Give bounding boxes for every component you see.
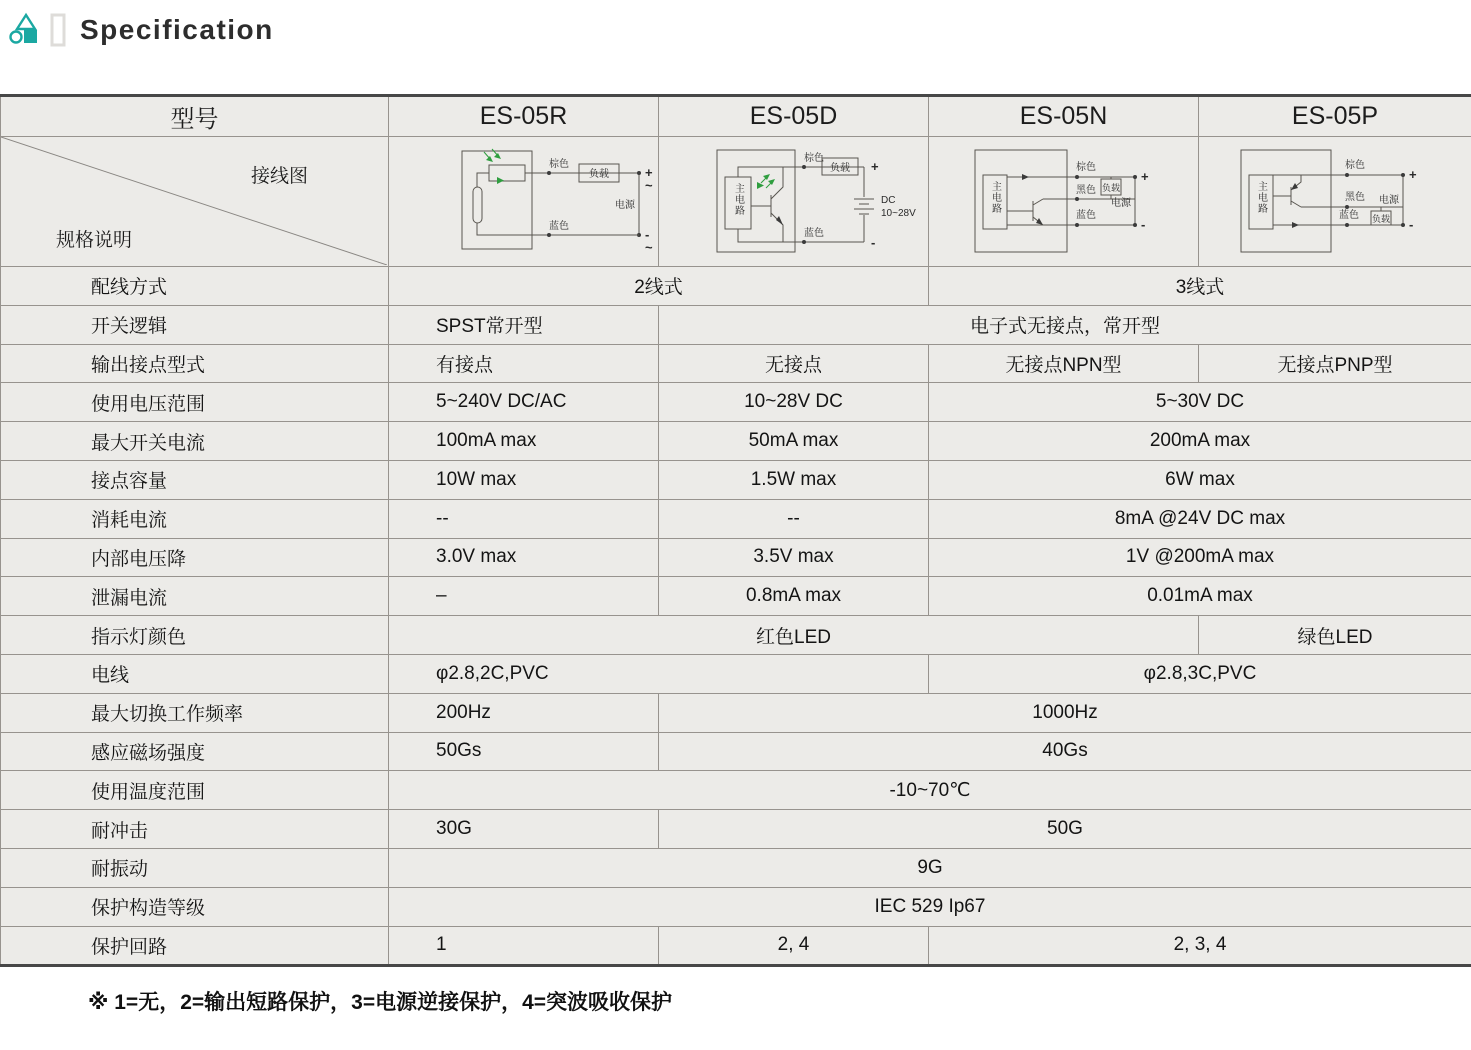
minus-sign: - <box>645 227 650 242</box>
dc-label: DC <box>881 195 896 206</box>
wiring-diagram-row <box>1 137 1471 267</box>
page-header <box>8 12 274 48</box>
spec-value: 50Gs <box>389 732 659 771</box>
spec-row <box>1 732 1471 771</box>
spec-row-label: 最大开关电流 <box>1 422 389 461</box>
spec-value: 6W max <box>929 460 1471 499</box>
spec-value: 10W max <box>389 460 659 499</box>
spec-row <box>1 344 1471 383</box>
brand-shapes-icon <box>8 12 70 48</box>
spec-row-label: 内部电压降 <box>1 538 389 577</box>
spec-row <box>1 887 1471 926</box>
diagonal-corner-cell <box>1 137 389 267</box>
wiring-diagram-es05n <box>929 137 1199 267</box>
wire-label-blue: 蓝色 <box>1076 210 1096 221</box>
spec-row <box>1 460 1471 499</box>
spec-row-label: 保护构造等级 <box>1 887 389 926</box>
corner-label-wiring: 接线图 <box>251 166 309 187</box>
wiring-diagram-es05p <box>1199 137 1471 267</box>
spec-value: 1.5W max <box>659 460 929 499</box>
load-label: 负载 <box>1101 183 1121 193</box>
model-header-row <box>1 96 1471 137</box>
load-label: 负载 <box>589 169 609 180</box>
spec-value: φ2.8,3C,PVC <box>929 654 1471 693</box>
spec-row <box>1 383 1471 422</box>
spec-value: 1000Hz <box>659 693 1471 732</box>
spec-row <box>1 616 1471 655</box>
spec-value: 3.5V max <box>659 538 929 577</box>
spec-value: – <box>389 577 659 616</box>
spec-value: 5~240V DC/AC <box>389 383 659 422</box>
protection-footnote: ※ 1=无，2=输出短路保护，3=电源逆接保护，4=突波吸收保护 <box>88 991 673 1014</box>
spec-value: 3.0V max <box>389 538 659 577</box>
model-header-es05p: ES-05P <box>1199 96 1471 137</box>
spec-row-label: 使用温度范围 <box>1 771 389 810</box>
spec-row-label: 耐冲击 <box>1 810 389 849</box>
load-label: 负载 <box>830 163 850 174</box>
spec-value: IEC 529 Ip67 <box>389 887 1471 926</box>
spec-row-label: 最大切换工作频率 <box>1 693 389 732</box>
spec-value: φ2.8,2C,PVC <box>389 654 929 693</box>
wiring-diagram-es05r <box>389 137 659 267</box>
spec-value: 无接点PNP型 <box>1199 344 1471 383</box>
dc-range-label: 10~28V <box>881 208 916 219</box>
spec-value: 无接点NPN型 <box>929 344 1199 383</box>
minus-sign: - <box>871 235 876 250</box>
spec-row-label: 泄漏电流 <box>1 577 389 616</box>
spec-value: 200mA max <box>929 422 1471 461</box>
spec-value: 3线式 <box>929 267 1471 306</box>
wire-label-brown: 棕色 <box>804 153 824 164</box>
spec-value: 40Gs <box>659 732 1471 771</box>
spec-value: 100mA max <box>389 422 659 461</box>
plus-sign: + <box>1409 167 1417 182</box>
spec-value: 红色LED <box>389 616 1199 655</box>
spec-row-label: 耐振动 <box>1 848 389 887</box>
spec-value: 2线式 <box>389 267 929 306</box>
plus-sign: + <box>871 159 879 174</box>
wire-label-black: 黑色 <box>1345 192 1365 203</box>
spec-value: 0.01mA max <box>929 577 1471 616</box>
spec-value: 1V @200mA max <box>929 538 1471 577</box>
minus-sign: - <box>1409 217 1414 232</box>
plus-sign: + <box>1141 169 1149 184</box>
main-circuit-label: 主电路 <box>732 183 744 216</box>
spec-value: SPST常开型 <box>389 305 659 344</box>
spec-value: 无接点 <box>659 344 929 383</box>
spec-value: 30G <box>389 810 659 849</box>
spec-value: 有接点 <box>389 344 659 383</box>
spec-row <box>1 654 1471 693</box>
spec-value: 0.8mA max <box>659 577 929 616</box>
plus-sign: + <box>645 165 653 180</box>
spec-row-label: 指示灯颜色 <box>1 616 389 655</box>
spec-row-label: 输出接点型式 <box>1 344 389 383</box>
spec-row <box>1 693 1471 732</box>
spec-row <box>1 422 1471 461</box>
power-label: 电源 <box>1111 198 1131 209</box>
model-column-label: 型号 <box>1 96 389 137</box>
model-header-es05n: ES-05N <box>929 96 1199 137</box>
main-circuit-label: 主电路 <box>989 181 1001 214</box>
model-header-es05r: ES-05R <box>389 96 659 137</box>
model-header-es05d: ES-05D <box>659 96 929 137</box>
spec-row-label: 消耗电流 <box>1 499 389 538</box>
ac-sign: ~ <box>645 240 653 255</box>
spec-value: 9G <box>389 848 1471 887</box>
corner-label-spec: 规格说明 <box>56 230 133 251</box>
spec-row <box>1 499 1471 538</box>
spec-value: 1 <box>389 926 659 966</box>
power-label: 电源 <box>615 200 635 211</box>
spec-row <box>1 577 1471 616</box>
spec-value: 10~28V DC <box>659 383 929 422</box>
load-label: 负载 <box>1371 214 1391 224</box>
wire-label-brown: 棕色 <box>549 159 569 170</box>
spec-value: 5~30V DC <box>929 383 1471 422</box>
spec-value: -10~70℃ <box>389 771 1471 810</box>
spec-rows <box>1 267 1471 966</box>
spec-value: 8mA @24V DC max <box>929 499 1471 538</box>
spec-row-label: 接点容量 <box>1 460 389 499</box>
spec-row-label: 配线方式 <box>1 267 389 306</box>
spec-value: 2, 4 <box>659 926 929 966</box>
spec-row <box>1 305 1471 344</box>
wire-label-brown: 棕色 <box>1345 160 1365 171</box>
spec-value: 200Hz <box>389 693 659 732</box>
spec-row <box>1 810 1471 849</box>
spec-value: 50G <box>659 810 1471 849</box>
minus-sign: - <box>1141 217 1146 232</box>
spec-value: 绿色LED <box>1199 616 1471 655</box>
wiring-diagram-es05d <box>659 137 929 267</box>
spec-row <box>1 926 1471 966</box>
spec-row <box>1 848 1471 887</box>
wire-label-blue: 蓝色 <box>804 228 824 239</box>
spec-row-label: 电线 <box>1 654 389 693</box>
wire-label-blue: 蓝色 <box>1339 210 1359 221</box>
spec-row <box>1 771 1471 810</box>
spec-value: 电子式无接点，常开型 <box>659 305 1471 344</box>
wire-label-black: 黑色 <box>1076 185 1096 196</box>
main-circuit-label: 主电路 <box>1255 181 1267 214</box>
spec-value: -- <box>659 499 929 538</box>
spec-value: 50mA max <box>659 422 929 461</box>
spec-row <box>1 267 1471 306</box>
power-label: 电源 <box>1379 195 1399 206</box>
spec-value: -- <box>389 499 659 538</box>
spec-row <box>1 538 1471 577</box>
spec-row-label: 开关逻辑 <box>1 305 389 344</box>
spec-row-label: 保护回路 <box>1 926 389 966</box>
spec-table <box>0 94 1471 967</box>
spec-row-label: 感应磁场强度 <box>1 732 389 771</box>
spec-value: 2, 3, 4 <box>929 926 1471 966</box>
wire-label-blue: 蓝色 <box>549 221 569 232</box>
page-title: Specification <box>80 14 274 45</box>
wire-label-brown: 棕色 <box>1076 162 1096 173</box>
ac-sign: ~ <box>645 178 653 193</box>
spec-row-label: 使用电压范围 <box>1 383 389 422</box>
